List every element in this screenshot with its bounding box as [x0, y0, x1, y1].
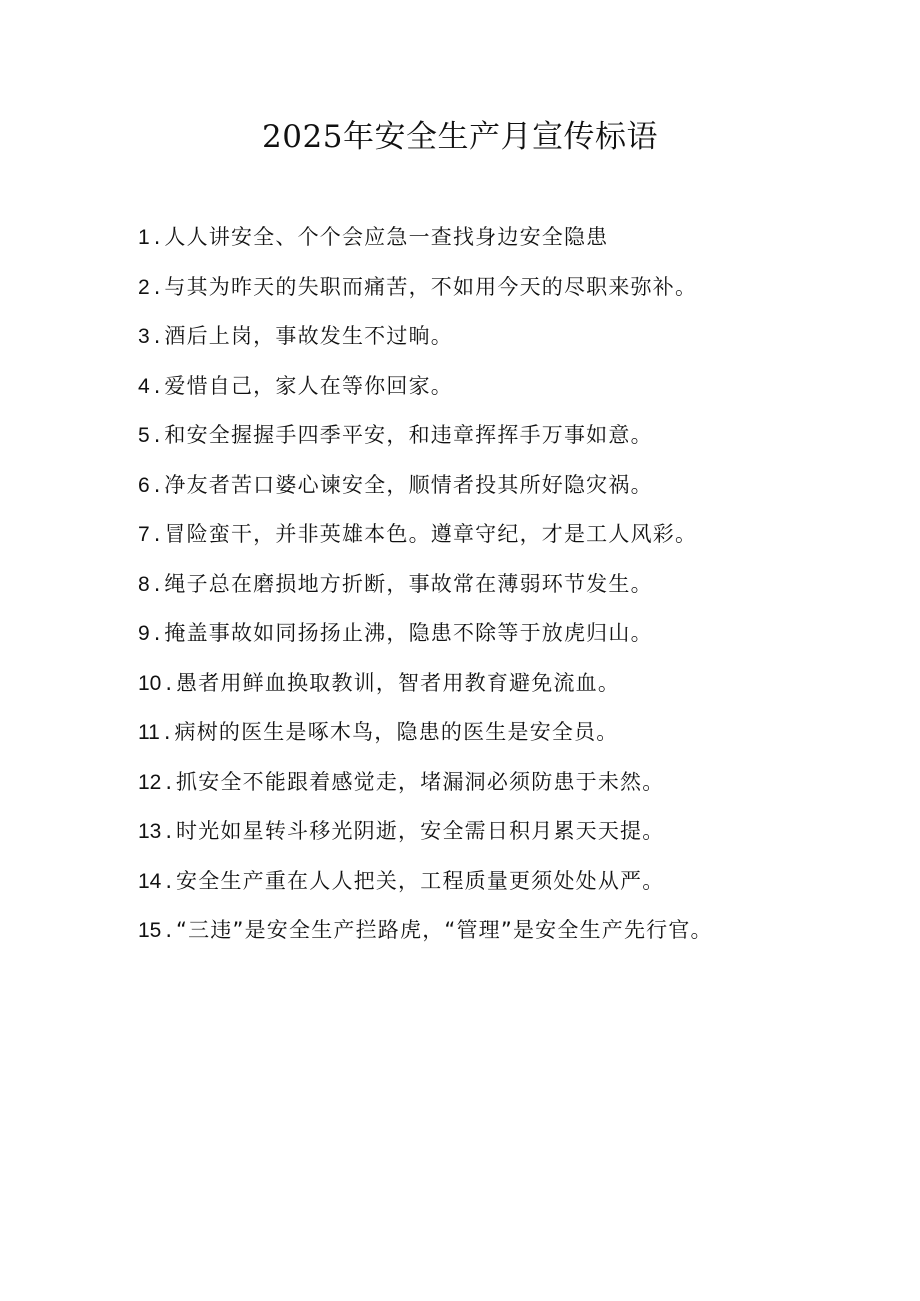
- item-number: 15: [138, 919, 162, 942]
- item-text: 人人讲安全、个个会应急一查找身边安全隐患: [164, 225, 609, 249]
- list-item: [138, 461, 788, 511]
- item-text: 净友者苦口婆心谏安全，顺情者投其所好隐灾祸。: [164, 472, 653, 497]
- item-separator: .: [165, 670, 173, 695]
- item-separator: .: [163, 720, 171, 744]
- item-separator: .: [153, 522, 161, 546]
- item-separator: .: [153, 423, 161, 447]
- item-number: 1: [138, 226, 150, 249]
- list-item: [138, 362, 788, 412]
- list-item: [138, 560, 788, 610]
- item-number: 7: [138, 523, 150, 546]
- item-text: 病树的医生是啄木鸟，隐患的医生是安全员。: [174, 720, 619, 744]
- list-item: [138, 312, 788, 362]
- item-text: 抓安全不能跟着感觉走，堵漏洞必须防患于未然。: [176, 769, 665, 794]
- list-item: [138, 411, 788, 461]
- item-number: 9: [138, 622, 150, 645]
- list-item: [138, 708, 788, 758]
- item-number: 13: [138, 820, 162, 843]
- item-number: 2: [138, 275, 150, 299]
- item-separator: .: [153, 472, 161, 497]
- item-separator: .: [165, 819, 173, 843]
- list-item: [138, 510, 788, 560]
- item-number: 8: [138, 572, 150, 596]
- list-item: [138, 659, 788, 709]
- item-separator: .: [153, 274, 161, 299]
- slogan-list: [138, 213, 788, 956]
- item-number: 11: [138, 721, 160, 744]
- item-separator: .: [153, 225, 161, 249]
- item-separator: .: [165, 868, 173, 893]
- item-number: 3: [138, 325, 150, 348]
- item-text: 与其为昨天的失职而痛苦，不如用今天的尽职来弥补。: [164, 274, 698, 299]
- item-text: 时光如星转斗移光阴逝，安全需日积月累天天提。: [176, 819, 665, 843]
- item-separator: .: [153, 373, 161, 398]
- item-number: 4: [138, 374, 150, 398]
- list-item: [138, 263, 788, 313]
- item-number: 5: [138, 424, 150, 447]
- item-text: 安全生产重在人人把关，工程质量更须处处从严。: [176, 868, 665, 893]
- item-text: 爱惜自己，家人在等你回家。: [164, 373, 453, 398]
- list-item: [138, 857, 788, 907]
- list-item: [138, 906, 788, 956]
- item-text: 冒险蛮干，并非英雄本色。遵章守纪，才是工人风彩。: [164, 522, 698, 546]
- item-number: 10: [138, 671, 162, 695]
- item-number: 6: [138, 473, 150, 497]
- item-number: 14: [138, 869, 162, 893]
- item-separator: .: [153, 571, 161, 596]
- item-text: 酒后上岗，事故发生不过晌。: [164, 324, 453, 348]
- item-number: 12: [138, 770, 162, 794]
- item-text: 和安全握握手四季平安，和违章挥挥手万事如意。: [164, 423, 653, 447]
- item-text: “三违”是安全生产拦路虎，“管理”是安全生产先行官。: [176, 918, 713, 942]
- item-text: 愚者用鲜血换取教训，智者用教育避免流血。: [176, 670, 621, 695]
- document-title: 2025年安全生产月宣传标语: [262, 119, 658, 155]
- item-separator: .: [153, 621, 161, 645]
- list-item: [138, 609, 788, 659]
- list-item: [138, 213, 788, 263]
- item-text: 掩盖事故如同扬扬止沸，隐患不除等于放虎归山。: [164, 621, 653, 645]
- list-item: [138, 807, 788, 857]
- item-separator: .: [153, 324, 161, 348]
- item-separator: .: [165, 918, 173, 942]
- item-separator: .: [165, 769, 173, 794]
- list-item: [138, 758, 788, 808]
- item-text: 绳子总在磨损地方折断，事故常在薄弱环节发生。: [164, 571, 653, 596]
